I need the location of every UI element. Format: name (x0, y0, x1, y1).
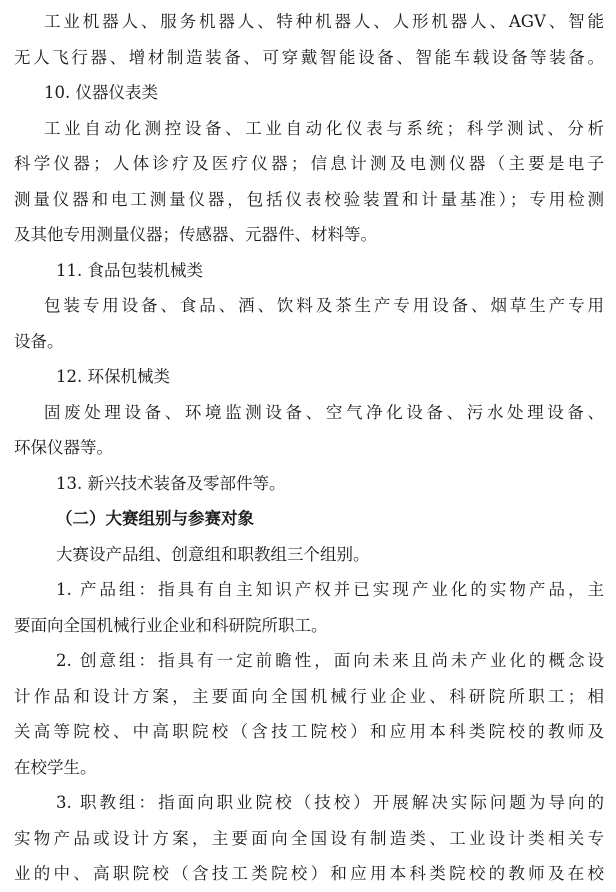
text-line: 测量仪器和电工测量仪器，包括仪表校验装置和计量基准）；专用检测 (14, 189, 604, 209)
text-line: 业的中、高职院校（含技工类院校）和应用本科类院校的教师及在校 (14, 864, 604, 883)
text-line: 要面向全国机械行业企业和科研院所职工。 (14, 615, 328, 635)
text-line: 3. 职教组：指面向职业院校（技校）开展解决实际问题为导向的 (56, 793, 604, 812)
subsection-heading: （二）大赛组别与参赛对象 (56, 509, 254, 528)
text-line: 科学仪器；人体诊疗及医疗仪器；信息计测及电测仪器（主要是电子 (14, 154, 604, 173)
text-line: 无人飞行器、增材制造装备、可穿戴智能设备、智能车载设备等装备。 (14, 47, 604, 67)
document-body (14, 4, 604, 892)
section-heading: 12. 环保机械类 (56, 367, 170, 386)
text-line: 包装专用设备、食品、酒、饮料及茶生产专用设备、烟草生产专用 (44, 296, 604, 315)
text-line: 2. 创意组：指具有一定前瞻性，面向未来且尚未产业化的概念设 (56, 651, 604, 670)
section-heading: 10. 仪器仪表类 (44, 83, 158, 102)
text-line: 环保仪器等。 (14, 438, 113, 457)
section-heading: 13. 新兴技术装备及零部件等。 (56, 473, 286, 493)
text-line: 设备。 (14, 331, 64, 351)
text-line: 工业自动化测控设备、工业自动化仪表与系统；科学测试、分析 (44, 118, 604, 138)
text-line: 工业机器人、服务机器人、特种机器人、人形机器人、AGV、智能 (44, 12, 604, 31)
text-line: 大赛设产品组、创意组和职教组三个组别。 (56, 544, 370, 564)
text-line: 在校学生。 (14, 757, 97, 777)
text-line: 计作品和设计方案，主要面向全国机械行业企业、科研院所职工；相 (14, 686, 604, 706)
text-line: 固废处理设备、环境监测设备、空气净化设备、污水处理设备、 (44, 402, 604, 422)
text-line: 及其他专用测量仪器；传感器、元器件、材料等。 (14, 225, 377, 244)
text-line: 实物产品或设计方案，主要面向全国设有制造类、工业设计类相关专 (14, 828, 604, 848)
section-heading: 11. 食品包装机械类 (56, 260, 203, 280)
text-line: 关高等院校、中高职院校（含技工院校）和应用本科类院校的教师及 (14, 722, 604, 741)
text-line: 1. 产品组：指具有自主知识产权并已实现产业化的实物产品，主 (56, 580, 604, 599)
